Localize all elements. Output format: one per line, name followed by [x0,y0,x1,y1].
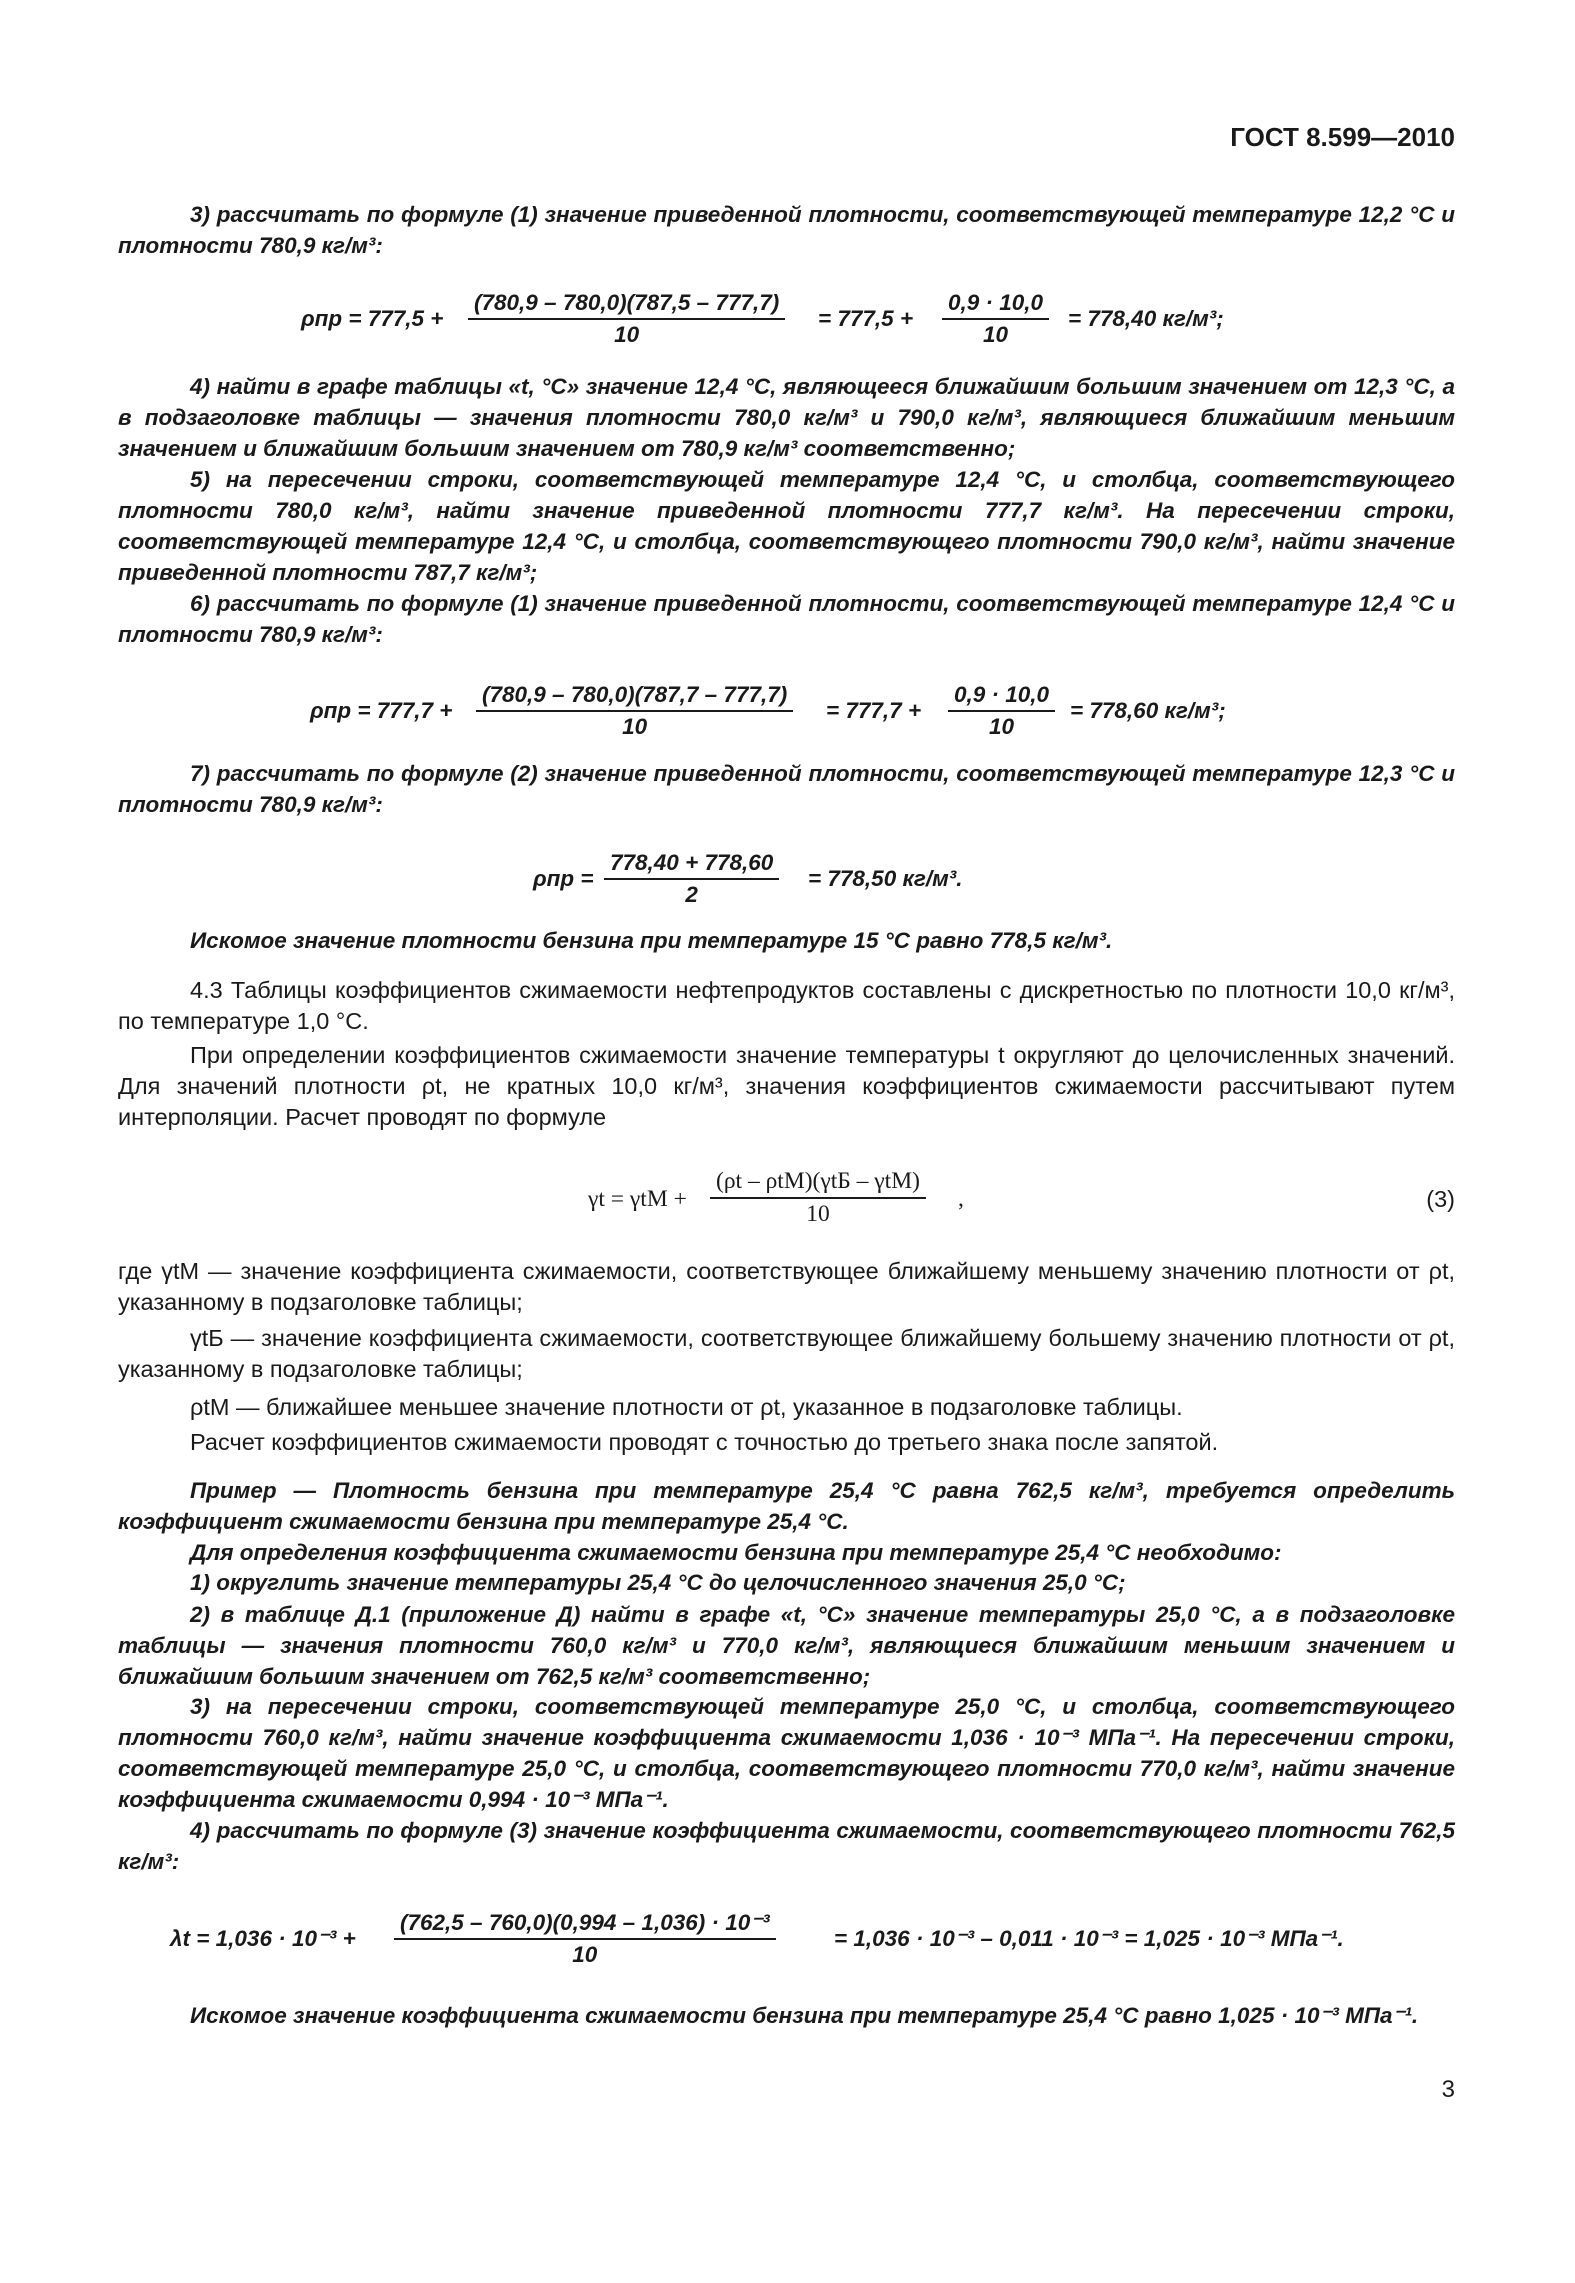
formula-1-lhs: ρпр = 777,5 + [301,306,444,331]
formula-2-denominator-2: 10 [989,714,1015,739]
formula-2-denominator: 10 [622,714,648,739]
formula-5-fraction [394,1910,776,1968]
step-7-paragraph: 7) рассчитать по формуле (2) значение приведенной плотности, соответствующей температуре 12,3 °С и плотности 780,9 кг/м³: [118,761,1455,817]
section-4-3-method-paragraph: При определении коэффициентов сжимаемости значение температуры t округляют до целочисленных значений. Для значений плотности ρt, не кратных 10,0 кг/м³, значения коэффициентов сжимаемости рассчитывают путем интерполяции. Расчет проводят по формуле [118,1042,1455,1130]
formula-1-numerator-2: 0,9 · 10,0 [942,290,1049,320]
example-intro: Для определения коэффициента сжимаемости бензина при температуре 25,4 °С необходимо: [190,1540,1282,1565]
step-5-paragraph: 5) на пересечении строки, соответствующей температуре 12,4 °С, и столбца, соответствующего плотности 780,0 кг/м³, найти значение приведенной плотности 777,7 кг/м³. На пересечении строки, соответствующей температуре 12,4 °С, и столбца, соответствующего плотности 790,0 кг/м³, найти значение приведенной плотности 787,7 кг/м³; [118,467,1455,585]
result-compressibility-paragraph: Искомое значение коэффициента сжимаемости бензина при температуре 25,4 °С равно 1,025 · 10⁻³ МПа⁻¹. [190,2003,1419,2028]
formula-5 [118,1910,1455,1988]
formula-1-numerator: (780,9 – 780,0)(787,5 – 777,7) [468,290,785,320]
formula-2-numerator-2: 0,9 · 10,0 [948,682,1055,712]
formula-1-middle: = 777,5 + [818,306,914,331]
page-number: 3 [1441,2076,1455,2103]
formula-4 [118,1168,1455,1246]
formula-5-result: = 1,036 · 10⁻³ – 0,011 · 10⁻³ = 1,025 · 10⁻³ МПа⁻¹. [834,1926,1344,1951]
formula-3-lhs: ρпр = [533,866,594,891]
formula-3-denominator: 2 [685,882,698,907]
formula-4-numerator: (ρt – ρtМ)(γtБ – γtМ) [710,1168,926,1199]
formula-4-comma: , [958,1186,964,1212]
formula-1 [118,290,1455,368]
formula-4-fraction [710,1168,926,1228]
formula-1-fraction-2 [942,290,1049,348]
section-4-3-paragraph: 4.3 Таблицы коэффициентов сжимаемости нефтепродуктов составлены с дискретностью по плотности 10,0 кг/м³, по температуре 1,0 °С. [118,977,1455,1034]
formula-1-result: = 778,40 кг/м³; [1068,306,1224,331]
formula-3 [118,850,1455,928]
precision-paragraph: Расчет коэффициентов сжимаемости проводят с точностью до третьего знака после запятой. [190,1429,1219,1455]
formula-1-fraction [468,290,785,348]
formula-5-denominator: 10 [572,1942,598,1967]
formula-2-middle: = 777,7 + [826,698,922,723]
formula-1-denominator-2: 10 [983,322,1009,347]
formula-2-fraction-2 [948,682,1055,740]
example-title: Пример — Плотность бензина при температуре 25,4 °С равна 762,5 кг/м³, требуется определить коэффициент сжимаемости бензина при температуре 25,4 °С. [118,1478,1455,1534]
formula-3-numerator: 778,40 + 778,60 [604,850,779,880]
formula-5-lhs: λt = 1,036 · 10⁻³ + [170,1926,356,1951]
step-4-paragraph: 4) найти в графе таблицы «t, °С» значение 12,4 °С, являющееся ближайшим большим значением от 12,3 °С, а в подзаголовке таблицы — значения плотности 780,0 кг/м³ и 790,0 кг/м³, являющиеся ближайшим меньшим значением и ближайшим большим значением от 780,9 кг/м³ соответственно; [118,374,1455,461]
step-3-paragraph: 3) рассчитать по формуле (1) значение приведенной плотности, соответствующей температуре 12,2 °С и плотности 780,9 кг/м³: [118,202,1455,258]
formula-2-fraction [476,682,793,740]
step-6-paragraph: 6) рассчитать по формуле (1) значение приведенной плотности, соответствующей температуре 12,4 °С и плотности 780,9 кг/м³: [118,591,1455,647]
formula-2-lhs: ρпр = 777,7 + [310,698,453,723]
formula-3-result: = 778,50 кг/м³. [808,866,963,891]
example-step-2: 2) в таблице Д.1 (приложение Д) найти в графе «t, °С» значение температуры 25,0 °С, а в подзаголовке таблицы — значения плотности 760,0 кг/м³ и 770,0 кг/м³, являющиеся ближайшим меньшим значением и ближайшим большим значением от 762,5 кг/м³ соответственно; [118,1602,1455,1689]
formula-2-result: = 778,60 кг/м³; [1070,698,1226,723]
definition-rho-m: ρtМ — ближайшее меньшее значение плотности от ρt, указанное в подзаголовке таблицы. [190,1394,1183,1420]
formula-4-lhs: γt = γtМ + [588,1186,687,1212]
example-step-1: 1) округлить значение температуры 25,4 °С до целочисленного значения 25,0 °С; [190,1570,1126,1595]
formula-1-denominator: 10 [614,322,640,347]
formula-3-fraction [604,850,779,908]
example-step-3: 3) на пересечении строки, соответствующей температуре 25,0 °С, и столбца, соответствующего плотности 760,0 кг/м³, найти значение коэффициента сжимаемости 1,036 · 10⁻³ МПа⁻¹. На пересечении строки, соответствующей температуре 25,0 °С, и столбца, соответствующего плотности 770,0 кг/м³, найти значение коэффициента сжимаемости 0,994 · 10⁻³ МПа⁻¹. [118,1694,1455,1812]
formula-4-denominator: 10 [806,1201,830,1227]
formula-5-numerator: (762,5 – 760,0)(0,994 – 1,036) · 10⁻³ [394,1910,776,1940]
formula-2-numerator: (780,9 – 780,0)(787,7 – 777,7) [476,682,793,712]
example-step-4: 4) рассчитать по формуле (3) значение коэффициента сжимаемости, соответствующего плотности 762,5 кг/м³: [118,1818,1455,1874]
definition-gamma-b: γtБ — значение коэффициента сжимаемости, соответствующее ближайшему большему значению плотности от ρt, указанному в подзаголовке таблицы; [118,1325,1455,1382]
definition-gamma-m: где γtМ — значение коэффициента сжимаемости, соответствующее ближайшему меньшему значению плотности от ρt, указанному в подзаголовке таблицы; [118,1258,1455,1315]
formula-4-number: (3) [1426,1186,1455,1212]
document-header: ГОСТ 8.599—2010 [1230,122,1455,152]
result-density-paragraph: Искомое значение плотности бензина при температуре 15 °С равно 778,5 кг/м³. [190,928,1113,953]
formula-2 [118,682,1455,760]
